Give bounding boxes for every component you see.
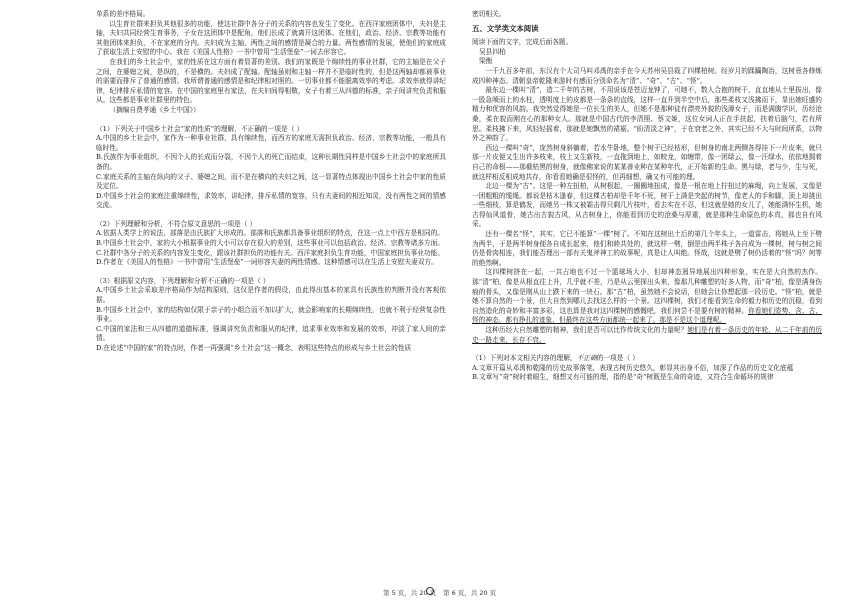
- option-b: B.中国乡土社会中，家的结构如仅限于亲子的小组合而不加以扩大，就会影响家的长期绵续性，也就不利于经营复杂性事业。: [96, 305, 446, 324]
- option-c: C.中国的家法和三从四德的道德标准，强调讲究负责和服从的纪律，追求事业效率和发展的效率，冲淡了家人间的亲情。: [96, 324, 446, 343]
- option-a: A.文章开篇从邓禹和乾隆的历史故事落笔，表现古树历史悠久，彰显其出身不俗，加深了作品的历史文化底蕴: [472, 363, 794, 372]
- paragraph: [472, 268, 822, 326]
- emphasis: 不正确: [576, 354, 597, 363]
- article-title: 吴县四柏: [479, 47, 506, 56]
- paragraph: 最东边一棵叫“清”，造二千年的古树，不用说该是苍迈龙钟了，可她不，数人合抱的树干，直直地从土里拔出，像一股急喷而上的水柱，透明度上的皮都是一条条的直线，这样一直升到半空中后，那些柔枝又浅拂而下，显出她旺盛的精力和优容的风韵。我突然觉得她是一位长生的美人，但她不是那种徒有漂亮外貌的浅薄女子，而是满腹学识，历经沧桑，柔在貌而刚在心的那种女人。那就是中国古代的李清照、蔡文姬，这位女词人正在手扶起，扶着后脑勺，若有所思。柔枝拂下来，风轻轻摇着，那就是她飘然的裙裾。“盼清淡之神”，于在衰老之外，其实已经不大与时间所系，以物外之神韵了。: [472, 86, 822, 143]
- option-d: D.作者在《美国人的性格》一书中曾用“生活堡垒”一词形容夫妻的两性情感。这种情感可以在生活上安慰夫妻双方。: [96, 258, 438, 267]
- option-a: A.依据人类学上的说法，部落是由氏族扩大形成的。部落和氏族都具备事业组织的特点，在这一点上中西方是相同的。: [96, 229, 445, 238]
- right-column: [472, 10, 822, 383]
- paragraph: 以生育社群来担负其他很多的功能，使这社群中各分子的关系的内容也发生了变化。在西洋家庭团体中，夫妇是主轴，夫妇共同经营生育事务，子女在这团体中是配角，他们长成了就离开这团体。在他们，政治、经济、宗教等功能有其他团体来担负，不在家庭的分内。夫妇成为主轴，两性之间的感情是凝合的力量。两性感情的发展，使他们的家庭成了获取生活上安慰的中心。我在《美国人性格》一书中曾用“生活堡垒”一词去形容它。: [96, 19, 446, 57]
- option-a: A.中国的乡土社会中，家作为一种事业社群，具有绵续性，而西方的家庭无需担负政治、经济、宗教等功能，一般具有临时性。: [96, 134, 446, 152]
- binding-hole-icon: [426, 587, 434, 595]
- option-c: C.家庭关系的主轴在纵向的父子、婆媳之间，而不是在横向的夫妇之间，这一显著特点体现出中国乡土社会中家的性质及定位。: [96, 172, 446, 191]
- option-d: D.中国乡土社会的家庭注重绵续性，求效率，讲纪律，排斥私情的宽容，只有夫妻间的相近知灵，没有两性之间的情感交流。: [96, 191, 446, 210]
- author: 梁衡: [479, 57, 493, 66]
- option-d: D.在论述“中国的家”的特点时，作者一再强调“乡土社会”这一概念，表明这些特点的形成与乡土社会的性质: [96, 344, 412, 352]
- underlined-sentence: 你看她们姿势、含、古、怪的神态，都有挣扎的迹象，但最终在这些方面都统一起来了。那是不是这个道理呢。: [472, 306, 823, 325]
- underlined-sentence: 她们是有着一条历史的年轮，从二千年前的历史一路走来，长存不衰。: [472, 326, 823, 344]
- question-2-stem: （2）下列理解和分析，不符合原文意思的一项是（ ）: [96, 219, 257, 228]
- option-a: A.中国乡土社会采取差序格局作为结构原则，这仅是作者的假设，由此得出基本的家具有氏族性的判断并没有客观依据。: [96, 286, 446, 305]
- paragraph: 还有一棵名“怪”，其实，它已不能算“一棵”树了。不知在这树出土后的第几个年头上，一道雷击，将她从上至下劈为两半，于是两半树身便各自成长起来，他们和睦共处的，就这样一劈，倒是由两半株子各自成为一棵树，树与树之间仍是骨肉相连，我们能否理出一部有关鬼斧神工的故事呢，真是让人叫绝。怪哉，这就是劈了树仍活着的“怪”吗？何等的绝然啊。: [472, 230, 822, 267]
- question-3-stem: （3）根据原文内容，下列理解和分析不正确的一项是（ ）: [96, 276, 270, 285]
- source-line: （摘编自费孝通《乡土中国》）: [109, 105, 200, 114]
- paragraph: 密切相关。: [472, 10, 506, 18]
- option-c: C.社群中各分子的关系的内容发生变化，跟该社群担负的功能有关。西洋家庭担负生育功能，中国家庭担负事业功能。: [96, 248, 445, 257]
- paragraph: 在我们的乡土社会中，家的性质在这方面有着显著的差别。我们的家既是个绵续性的事业社群，它的主轴是在父子之间，在婆媳之间，是纵的，不是横的。夫妇成了配轴。配轴虽则和主轴一样并不是临时性的，但是这两轴却都被事业的需要而排斥了普通的感情。我所谓普通的感情是和纪律相对照的。一切事业都不能脱离效率的考虑。求效率就得讲纪律，纪律排斥私情的宽容。在中国的家庭里有家法，在夫妇间得相敬，女子有着三从四德的标准，亲子间讲究负责和服从。这些都是事业社群里的特色。: [96, 57, 446, 105]
- page-number-left: 第 5 页，共 20 页: [383, 589, 437, 597]
- left-column: [96, 10, 446, 354]
- paragraph-text: 这四棵树挤在一起，一共占地也不过一个篮球场大小，但却神态迥异地展出四种形象，实在是大自然的杰作。那“清”柏，像是从根直往上升，几乎就不差，乃是从云里探出头来，像那几种雕塑的好多人物，而“奇”柏，像是满身伤痕的骨头，又像是刚从山上跌下来的一块石。那“古”柏，虽然她不会说话，但她会让你想起那一段历史。“怪”柏，就是她不算自然的一个景，但大自然到哪儿去找这么样的一个景。这四棵树，我们才能看到生命的毅力和历史的沉稳，看到自然造化的奇妙和丰富多彩，这也算是我对这四棵树的感慨吧，我们何尝不是要有树的精神。: [472, 268, 822, 315]
- paragraph: [472, 326, 822, 345]
- instruction: 阅读下面的文字，完成后面各题。: [472, 38, 573, 47]
- paragraph: 北边一棵为“古”。这是一种左扭柏，从树根起，一圈圈地扭成，像是一根在地上拧扭过的麻绳，向上发展，又像是一团粗粗的缆绳。都说是枯木逢春，但这棵古柏却是千年不死，树干上满是突起的树节，像老人的手和脚，顶上却挑出一些细枝，算是鹤发，而她另一株又被霜击得只剩几片枝叶，看去实在不忍，但这就是她的女儿了，她能满怀生机，她古得仙风道骨，她古出古貌古风，从古树身上，你能看到历史的沧桑与厚重，就是那种生命原色的本真，那也自有风采。: [472, 182, 822, 229]
- option-b: B.文章写“奇”树时着眼生，细想又有可能的理，指的是“奇”树既是生命的奇迹，又符合生命循环的规律: [472, 373, 774, 382]
- question-1-stem: （1）下列对本文相关内容的理解，不正确的一项是（ ）: [472, 354, 639, 363]
- section-title: 五、文学类文本阅读: [472, 23, 539, 33]
- page-number-right: 第 6 页，共 20 页: [443, 589, 497, 597]
- question-1-stem: （1）下列关于中国乡土社会“家的性质”的理解，不正确的一项是（ ）: [96, 124, 304, 133]
- option-b: B.中国乡土社会中，家的大小根据事业的大小可以存在很大的差别，这些事业可以包括政治、经济、宗教等诸多方面。: [96, 239, 445, 248]
- paragraph: 一千九百多年前，东汉有个大司马叫邓禹的亲手在今天苏州吴县栽了四棵柏树。经岁月的蹂躏陶冶，这树竟各修炼成四种神态。清朝皇帝乾隆来游时有感而分别命名为“清”、“奇”、“古”、“怪”。: [472, 66, 822, 85]
- paragraph: 西边一棵叫“奇”，庞然树身斜躺着，若水牛卧地，整个树干已经枯形，但树身的南北两侧各得挂下一片皮来，就只那一片皮便又生出许多枝来，枝上又生新枝，一直拖到地上，如蛟龙，如缠带，像一团绿云，像一汪绿水，依依地拥着自己的命根——那截枯黑的树身，就像佛家说的某某善业种在某种年代，正开始新的生命。黑与绿，老与少，生与死，就这样相反相成地共存，你看看她确是很怪的，但再细想，确又有可能的理。: [472, 143, 822, 181]
- paragraph-text: 这种历经大自然雕塑的精神，我们是否可以比作传统文化的力量呢？: [485, 326, 688, 334]
- option-b: B.氏族作为事业组织，不因个人的长成而分裂，不因个人的死亡而结束，这种长期性同样是中国乡土社会中的家庭所具备的。: [96, 153, 446, 171]
- paragraph: 单系的差序格局。: [96, 10, 150, 18]
